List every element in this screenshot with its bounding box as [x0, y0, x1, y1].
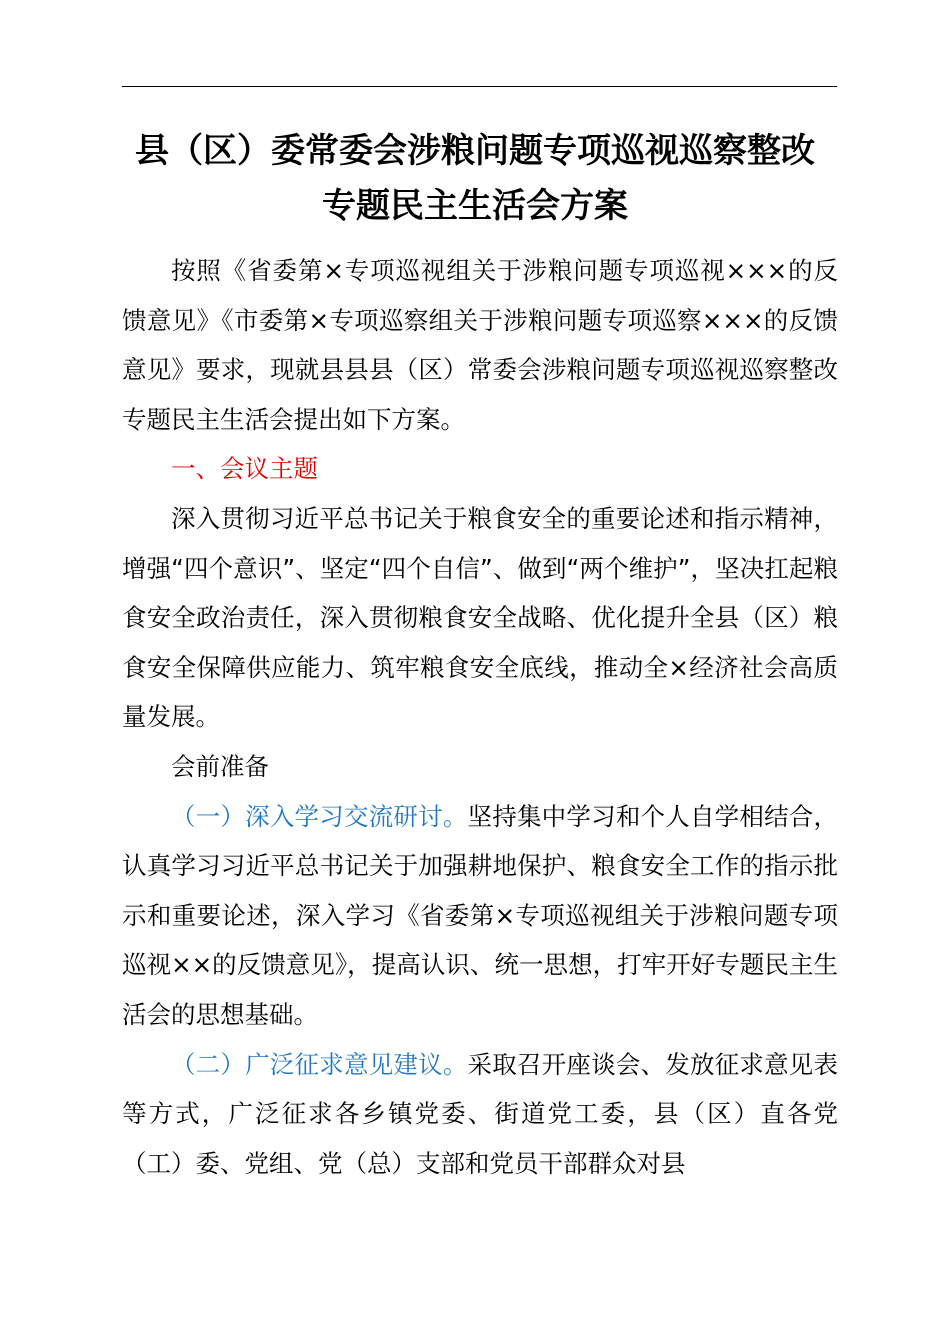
document-body: [122, 246, 838, 1188]
item-2-paragraph: [122, 1040, 838, 1189]
meeting-theme-paragraph: 深入贯彻习近平总书记关于粮食安全的重要论述和指示精神，增强“四个意识”、坚定“四个自信”、做到“两个维护”，坚决扛起粮食安全政治责任，深入贯彻粮食安全战略、优化提升全县（区）粮食安全保障供应能力、筑牢粮食安全底线，推动全×经济社会高质量发展。: [122, 503, 838, 732]
item-2-text: 采取召开座谈会、发放征求意见表等方式，广泛征求各乡镇党委、街道党工委，县（区）直各党（工）委、党组、党（总）支部和党员干部群众对县: [122, 1049, 839, 1178]
item-1-text: 坚持集中学习和个人自学相结合，认真学习习近平总书记关于加强耕地保护、粮食安全工作的指示批示和重要论述，深入学习《省委第×专项巡视组关于涉粮问题专项巡视××的反馈意见》，提高认识、统一思想，打牢开好专题民主生活会的思想基础。: [122, 801, 839, 1029]
item-1-heading: （一）深入学习交流研讨。: [171, 801, 468, 831]
intro-paragraph: 按照《省委第×专项巡视组关于涉粮问题专项巡视×××的反馈意见》《市委第×专项巡察组关于涉粮问题专项巡察×××的反馈意见》要求，现就县县县（区）常委会涉粮问题专项巡视巡察整改专题民主生活会提出如下方案。: [122, 256, 838, 434]
document-title: [0, 124, 950, 234]
section-heading-preparation: 会前准备: [171, 751, 269, 781]
item-1-paragraph: [122, 792, 838, 1040]
item-2-heading: （二）广泛征求意见建议。: [171, 1049, 468, 1079]
title-line-2: 专题民主生活会方案: [322, 186, 628, 226]
header-rule: [122, 86, 837, 87]
title-line-1: 县（区）委常委会涉粮问题专项巡视巡察整改: [135, 131, 815, 171]
section-heading-meeting-theme: 一、会议主题: [171, 454, 318, 484]
